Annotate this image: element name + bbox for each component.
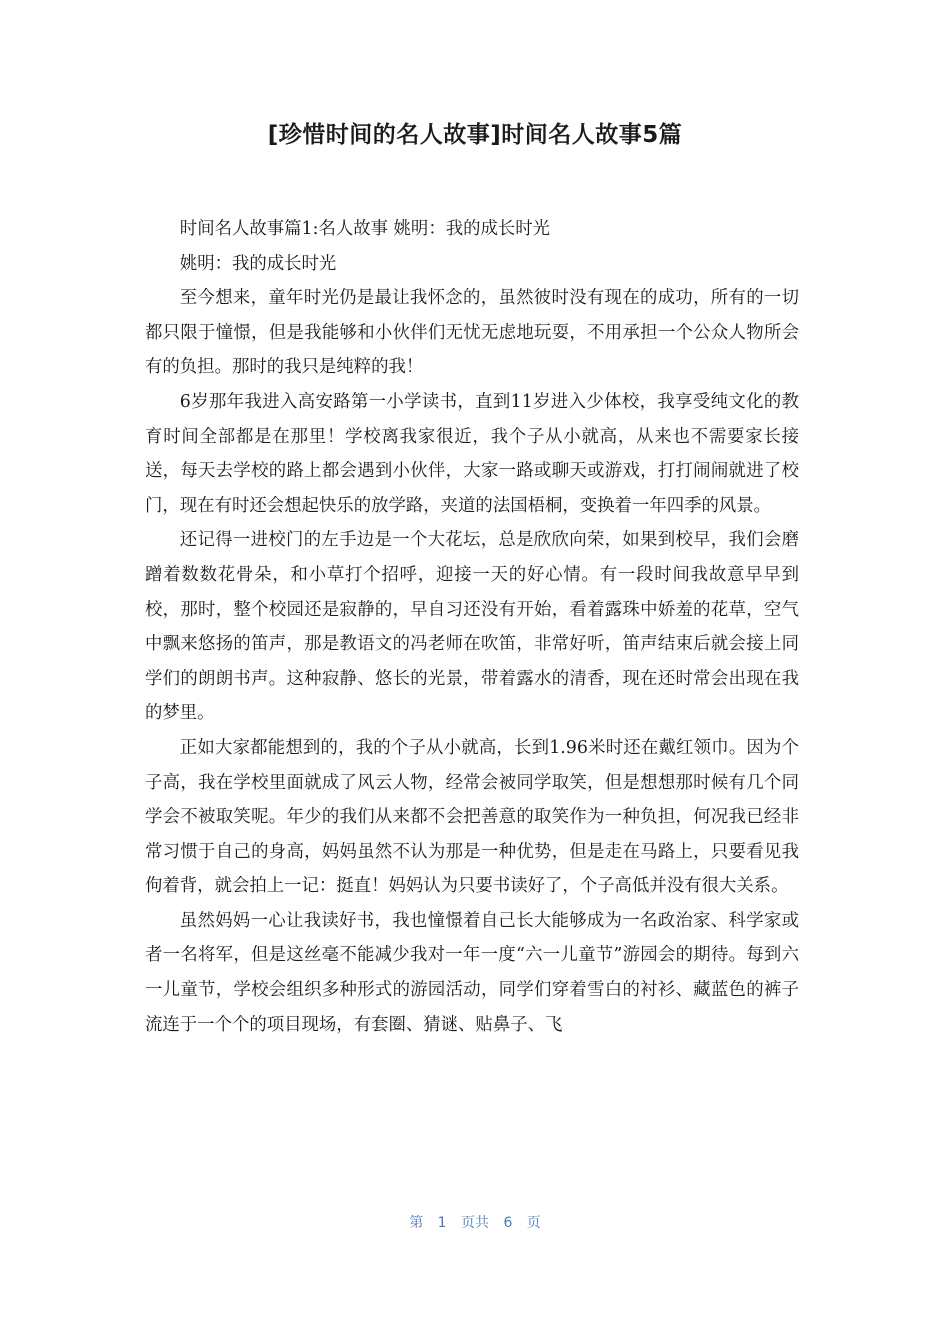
paragraph: 正如大家都能想到的，我的个子从小就高，长到1.96米时还在戴红领巾。因为个子高，我在学校里面就成了风云人物，经常会被同学取笑，但是想想那时候有几个同学会不被取笑呢。年少的我们从来都不会把善意的取笑作为一种负担，何况我已经非常习惯于自己的身高，妈妈虽然不认为那是一种优势，但是走在马路上，只要看见我佝着背，就会拍上一记：挺直！妈妈认为只要书读好了，个子高低并没有很大关系。 xyxy=(145,737,799,897)
paragraph: 虽然妈妈一心让我读好书，我也憧憬着自己长大能够成为一名政治家、科学家或者一名将军，但是这丝毫不能减少我对一年一度“六一儿童节”游园会的期待。每到六一儿童节，学校会组织多种形式的游园活动，同学们穿着雪白的衬衫、藏蓝色的裤子流连于一个个的项目现场，有套圈、猜谜、贴鼻子、飞 xyxy=(145,910,799,1035)
paragraph-heading: 时间名人故事篇1:名人故事 姚明：我的成长时光 xyxy=(179,219,551,239)
paragraph: 至今想来，童年时光仍是最让我怀念的，虽然彼时没有现在的成功，所有的一切都只限于憧憬，但是我能够和小伙伴们无忧无虑地玩耍，不用承担一个公众人物所会有的负担。那时的我只是纯粹的我！ xyxy=(145,288,799,378)
paragraph: 还记得一进校门的左手边是一个大花坛，总是欣欣向荣，如果到校早，我们会磨蹭着数数花骨朵，和小草打个招呼，迎接一天的好心情。有一段时间我故意早早到校，那时，整个校园还是寂静的，早自习还没有开始，看着露珠中娇羞的花草，空气中飘来悠扬的笛声，那是教语文的冯老师在吹笛，非常好听，笛声结束后就会接上同学们的朗朗书声。这种寂静、悠长的光景，带着露水的清香，现在还时常会出现在我的梦里。 xyxy=(145,530,799,724)
document-title: [珍惜时间的名人故事]时间名人故事5篇 xyxy=(267,122,683,148)
page-footer: 第 1 页共 6 页 xyxy=(409,1215,541,1231)
document-body xyxy=(145,212,799,1042)
paragraph-subtitle: 姚明：我的成长时光 xyxy=(179,253,337,274)
paragraph: 6岁那年我进入高安路第一小学读书，直到11岁进入少体校，我享受纯文化的教育时间全部都是在那里！学校离我家很近，我个子从小就高，从来也不需要家长接送，每天去学校的路上都会遇到小伙伴，大家一路或聊天或游戏，打打闹闹就进了校门，现在有时还会想起快乐的放学路，夹道的法国梧桐，变换着一年四季的风景。 xyxy=(145,391,799,516)
